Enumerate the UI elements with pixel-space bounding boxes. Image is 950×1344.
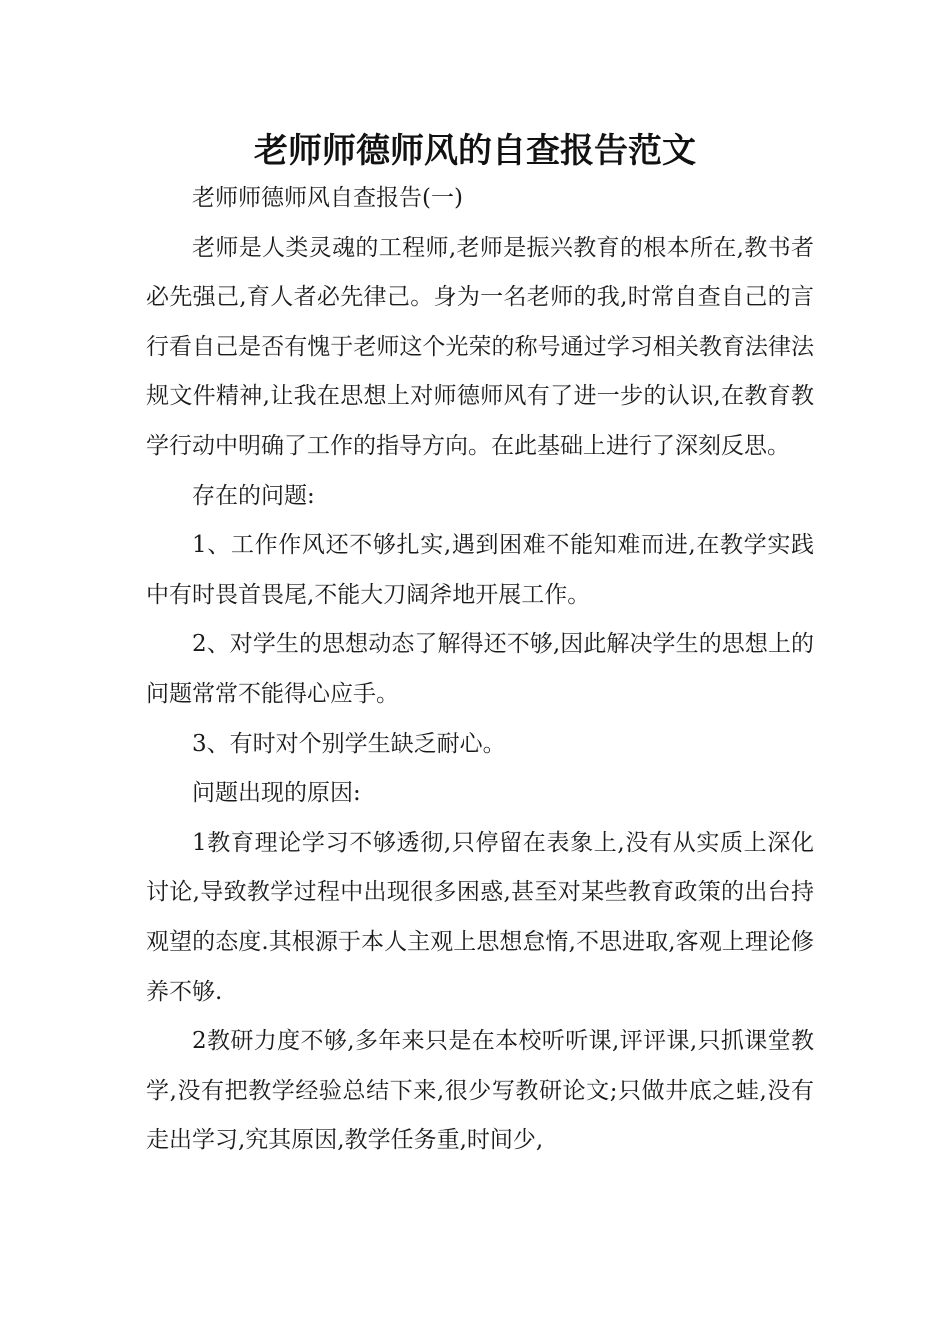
list-item: 3、有时对个别学生缺乏耐心。 <box>192 730 506 757</box>
list-item: 1、工作作风还不够扎实,遇到困难不能知难而进,在教学实践中有时畏首畏尾,不能大刀阔斧地开展工作。 <box>146 532 814 608</box>
subsection-heading: 存在的问题: <box>192 482 315 509</box>
list-item: 1教育理论学习不够透彻,只停留在表象上,没有从实质上深化讨论,导致教学过程中出现很多困惑,甚至对某些教育政策的出台持观望的态度.其根源于本人主观上思想怠惰,不思进取,客观上理论修养不够. <box>146 829 814 1005</box>
subsection-heading: 问题出现的原因: <box>192 780 361 807</box>
list-item: 2教研力度不够,多年来只是在本校听听课,评评课,只抓课堂教学,没有把教学经验总结下来,很少写教研论文;只做井底之蛙,没有走出学习,究其原因,教学任务重,时间少, <box>146 1028 814 1154</box>
section-heading: 老师师德师风自查报告(一) <box>192 185 463 211</box>
list-item: 2、对学生的思想动态了解得还不够,因此解决学生的思想上的问题常常不能得心应手。 <box>146 631 814 707</box>
body-paragraph: 老师是人类灵魂的工程师,老师是振兴教育的根本所在,教书者必先强己,育人者必先律己。身为一名老师的我,时常自查自己的言行看自己是否有愧于老师这个光荣的称号通过学习相关教育法律法规文件精神,让我在思想上对师德师风有了进一步的认识,在教育教学行动中明确了工作的指导方向。在此基础上进行了深刻反思。 <box>146 234 814 459</box>
document-body <box>146 174 814 1166</box>
document-title: 老师师德师风的自查报告范文 <box>254 131 696 171</box>
